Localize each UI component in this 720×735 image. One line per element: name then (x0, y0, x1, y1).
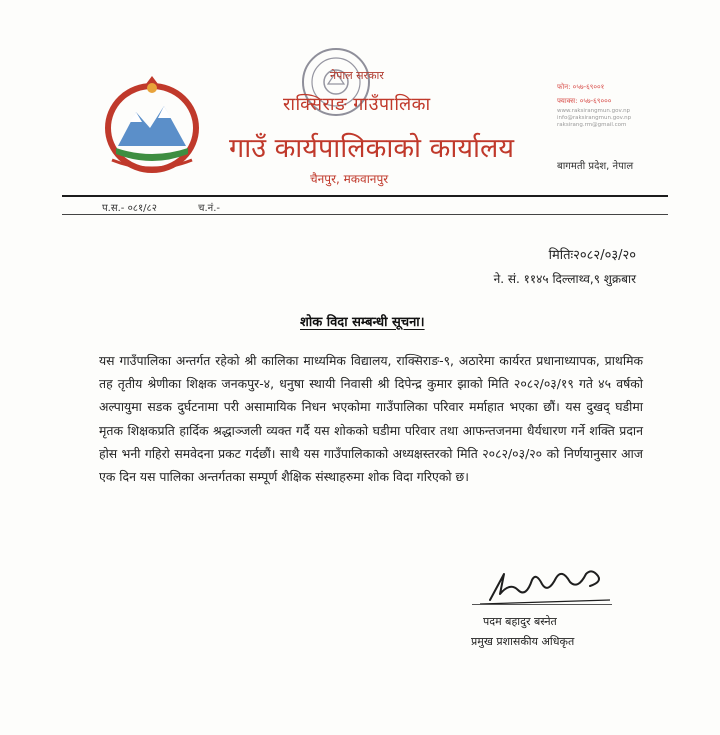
letter-number: प.स.- ०८१/८२ (102, 203, 157, 214)
dispatch-number: च.नं.- (198, 203, 221, 214)
notice-body: यस गाउँपालिका अन्तर्गत रहेको श्री कालिका माध्यमिक विद्यालय, राक्सिराङ-९, अठारेमा कार्यरत प्रधानाध्यापक, प्राथमिक तह तृतीय श्रेणीका शिक्षक जनकपुर-४, धनुषा स्थायी निवासी श्री दिपेन्द्र कुमार झाको मिति २०८२/०३/१९ गते ४५ वर्षको अल्पायुमा सडक दुर्घटनामा परी असामायिक निधन भएकोमा गाउँपालिका परिवार मर्माहात भएका छौं। यस दुखद् घडीमा मृतक शिक्षकप्रति हार्दिक श्रद्धाञ्जली व्यक्त गर्दै यस शोकको घडीमा परिवार तथा आफन्तजनमा धैर्यधारण गर्ने शक्ति प्रदान होस भनी गहिरो समवेदना प्रकट गर्दछौं। साथै यस गाउँपालिकाको अध्यक्षस्तरको मिति २०८२/०३/२० को निर्णयानुसार आज एक दिन यस पालिका अन्तर्गतका सम्पूर्ण शैक्षिक संस्थाहरुमा शोक विदा गरिएको छ। (99, 353, 643, 485)
header-divider-top (62, 195, 668, 197)
municipality-name: राक्सिराङ गाउँपालिका (283, 94, 431, 115)
contact-phone: फोन: ०५७-६९००१ (557, 83, 605, 91)
nepal-sambat-date: ने. सं. ११४५ दिल्लाथ्व,९ शुक्रबार (493, 272, 636, 286)
contact-fax: फ्याक्स: ०५७-६९००० (557, 97, 612, 105)
reference-row (102, 200, 258, 214)
contact-email-alt: raksirang.rm@gmail.com (557, 122, 627, 128)
contact-email: info@raksirangmun.gov.np (557, 115, 632, 121)
nepal-emblem-icon (98, 76, 206, 176)
notice-title: शोक विदा सम्बन्धी सूचना। (300, 315, 425, 330)
government-line: नेपाल सरकार (330, 69, 384, 82)
handwritten-signature-icon (470, 560, 620, 610)
contact-block (557, 80, 631, 129)
province: बागमती प्रदेश, नेपाल (557, 161, 634, 172)
signatory-name: पदम बहादुर बस्नेत (483, 615, 557, 628)
header-divider-bottom (62, 214, 668, 215)
signature-line (472, 604, 612, 605)
office-title: गाउँ कार्यपालिकाको कार्यालय (229, 133, 514, 164)
date: मितिः२०८२/०३/२० (548, 248, 636, 263)
signatory-title: प्रमुख प्रशासकीय अधिकृत (471, 635, 575, 648)
contact-website: www.raksirangmun.gov.np (557, 108, 631, 114)
office-address: चैनपुर, मकवानपुर (310, 172, 389, 186)
